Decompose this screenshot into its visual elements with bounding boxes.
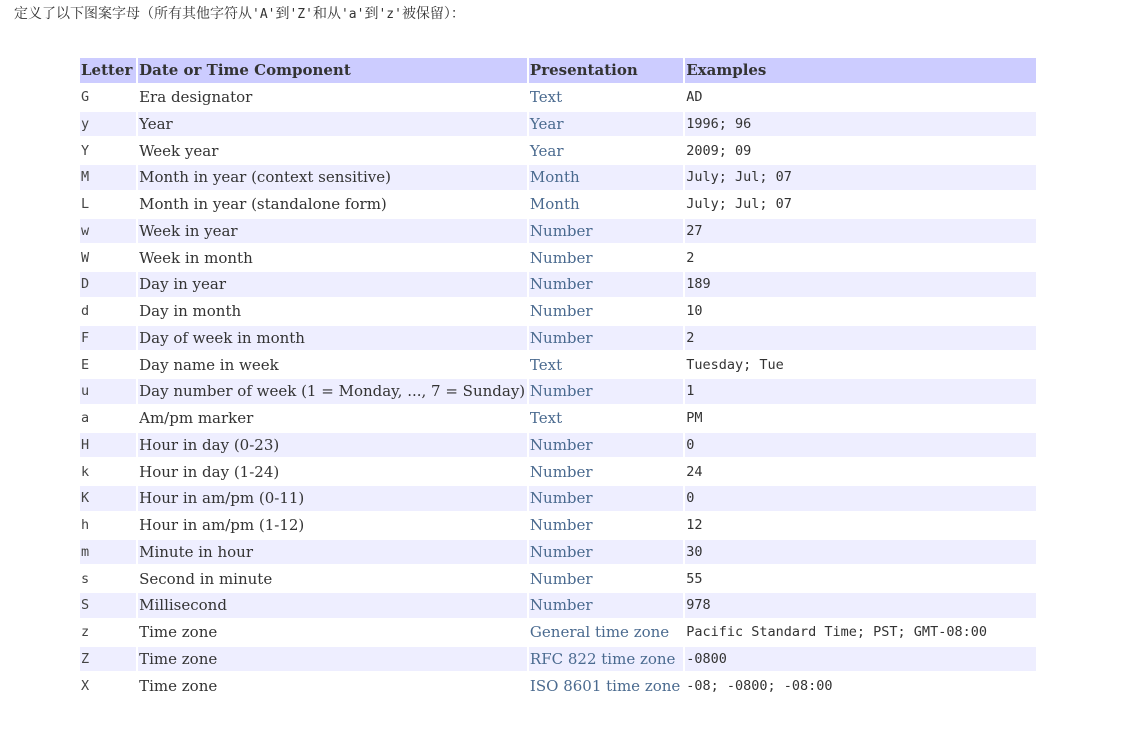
row-letter: s xyxy=(80,566,136,591)
row-letter: Z xyxy=(80,647,136,672)
table-header-row xyxy=(80,58,1036,83)
row-presentation: General time zone xyxy=(529,620,683,645)
row-letter: E xyxy=(80,352,136,377)
row-examples: 1996; 96 xyxy=(685,112,1036,137)
row-examples: 55 xyxy=(685,566,1036,591)
row-examples: 2009; 09 xyxy=(685,138,1036,163)
row-examples: 10 xyxy=(685,299,1036,324)
row-component: Day in year xyxy=(138,272,527,297)
intro-to-1: 到 xyxy=(275,6,290,22)
row-presentation: Number xyxy=(529,540,683,565)
row-component: Hour in day (0-23) xyxy=(138,433,527,458)
table-row xyxy=(80,352,1036,377)
row-component: Hour in day (1-24) xyxy=(138,459,527,484)
row-component: Month in year (standalone form) xyxy=(138,192,527,217)
row-presentation: Number xyxy=(529,513,683,538)
row-presentation: Text xyxy=(529,406,683,431)
row-component: Day name in week xyxy=(138,352,527,377)
table-row xyxy=(80,620,1036,645)
row-presentation: Number xyxy=(529,486,683,511)
row-presentation: Number xyxy=(529,272,683,297)
row-component: Minute in hour xyxy=(138,540,527,565)
table-row xyxy=(80,459,1036,484)
row-examples: 24 xyxy=(685,459,1036,484)
row-presentation: Number xyxy=(529,326,683,351)
row-examples: 30 xyxy=(685,540,1036,565)
row-component: Millisecond xyxy=(138,593,527,618)
row-examples: 27 xyxy=(685,219,1036,244)
table-row xyxy=(80,85,1036,110)
row-component: Day number of week (1 = Monday, ..., 7 = Sunday) xyxy=(138,379,527,404)
row-component: Week year xyxy=(138,138,527,163)
table-row xyxy=(80,192,1036,217)
row-examples: -08; -0800; -08:00 xyxy=(685,673,1036,698)
row-letter: S xyxy=(80,593,136,618)
table-row xyxy=(80,513,1036,538)
header-presentation: Presentation xyxy=(529,58,683,83)
row-component: Time zone xyxy=(138,673,527,698)
row-letter: Y xyxy=(80,138,136,163)
row-presentation: Number xyxy=(529,299,683,324)
pattern-letters-table xyxy=(78,56,1038,700)
table-row xyxy=(80,593,1036,618)
row-component: Week in year xyxy=(138,219,527,244)
table-row xyxy=(80,245,1036,270)
table-row xyxy=(80,165,1036,190)
row-presentation: Month xyxy=(529,165,683,190)
table-row xyxy=(80,566,1036,591)
row-component: Day in month xyxy=(138,299,527,324)
row-component: Second in minute xyxy=(138,566,527,591)
row-letter: F xyxy=(80,326,136,351)
row-component: Era designator xyxy=(138,85,527,110)
intro-code-lower-a: 'a' xyxy=(340,7,365,22)
table-row xyxy=(80,326,1036,351)
row-presentation: ISO 8601 time zone xyxy=(529,673,683,698)
row-letter: a xyxy=(80,406,136,431)
table-row xyxy=(80,673,1036,698)
row-component: Hour in am/pm (1-12) xyxy=(138,513,527,538)
row-component: Time zone xyxy=(138,620,527,645)
row-letter: u xyxy=(80,379,136,404)
row-letter: y xyxy=(80,112,136,137)
row-letter: G xyxy=(80,85,136,110)
header-letter: Letter xyxy=(80,58,136,83)
row-letter: K xyxy=(80,486,136,511)
intro-prefix: 定义了以下图案字母（所有其他字符从 xyxy=(14,6,252,22)
row-presentation: Number xyxy=(529,593,683,618)
row-examples: -0800 xyxy=(685,647,1036,672)
row-presentation: Number xyxy=(529,245,683,270)
row-examples: 1 xyxy=(685,379,1036,404)
row-letter: w xyxy=(80,219,136,244)
row-examples: AD xyxy=(685,85,1036,110)
row-component: Day of week in month xyxy=(138,326,527,351)
table-row xyxy=(80,138,1036,163)
row-component: Hour in am/pm (0-11) xyxy=(138,486,527,511)
row-examples: 12 xyxy=(685,513,1036,538)
row-presentation: Text xyxy=(529,85,683,110)
intro-to-2: 到 xyxy=(364,6,379,22)
row-letter: M xyxy=(80,165,136,190)
row-letter: X xyxy=(80,673,136,698)
table-row xyxy=(80,540,1036,565)
row-examples: 2 xyxy=(685,245,1036,270)
row-examples: 0 xyxy=(685,486,1036,511)
row-examples: 0 xyxy=(685,433,1036,458)
row-letter: W xyxy=(80,245,136,270)
row-letter: h xyxy=(80,513,136,538)
row-examples: Pacific Standard Time; PST; GMT-08:00 xyxy=(685,620,1036,645)
table-row xyxy=(80,433,1036,458)
row-examples: 2 xyxy=(685,326,1036,351)
row-letter: z xyxy=(80,620,136,645)
row-examples: 978 xyxy=(685,593,1036,618)
intro-code-lower-z: 'z' xyxy=(378,7,402,22)
table-row xyxy=(80,406,1036,431)
row-examples: July; Jul; 07 xyxy=(685,192,1036,217)
row-presentation: Number xyxy=(529,219,683,244)
row-presentation: Text xyxy=(529,352,683,377)
table-row xyxy=(80,299,1036,324)
row-presentation: Month xyxy=(529,192,683,217)
row-presentation: RFC 822 time zone xyxy=(529,647,683,672)
row-letter: L xyxy=(80,192,136,217)
row-component: Week in month xyxy=(138,245,527,270)
header-examples: Examples xyxy=(685,58,1036,83)
row-presentation: Year xyxy=(529,112,683,137)
table-row xyxy=(80,219,1036,244)
row-presentation: Year xyxy=(529,138,683,163)
row-letter: D xyxy=(80,272,136,297)
row-examples: July; Jul; 07 xyxy=(685,165,1036,190)
row-component: Year xyxy=(138,112,527,137)
intro-text xyxy=(14,4,465,25)
row-letter: d xyxy=(80,299,136,324)
row-examples: PM xyxy=(685,406,1036,431)
row-component: Am/pm marker xyxy=(138,406,527,431)
table-row xyxy=(80,112,1036,137)
table-row xyxy=(80,486,1036,511)
row-examples: Tuesday; Tue xyxy=(685,352,1036,377)
intro-and: 和从 xyxy=(312,6,341,22)
row-presentation: Number xyxy=(529,459,683,484)
table-row xyxy=(80,379,1036,404)
header-component: Date or Time Component xyxy=(138,58,527,83)
row-letter: H xyxy=(80,433,136,458)
row-component: Month in year (context sensitive) xyxy=(138,165,527,190)
table-row xyxy=(80,272,1036,297)
row-component: Time zone xyxy=(138,647,527,672)
row-examples: 189 xyxy=(685,272,1036,297)
intro-code-upper-z: 'Z' xyxy=(289,7,313,22)
intro-code-upper-a: 'A' xyxy=(252,7,276,22)
row-presentation: Number xyxy=(529,379,683,404)
intro-suffix: 被保留）： xyxy=(401,6,465,22)
row-letter: k xyxy=(80,459,136,484)
row-presentation: Number xyxy=(529,566,683,591)
table-row xyxy=(80,647,1036,672)
row-letter: m xyxy=(80,540,136,565)
row-presentation: Number xyxy=(529,433,683,458)
